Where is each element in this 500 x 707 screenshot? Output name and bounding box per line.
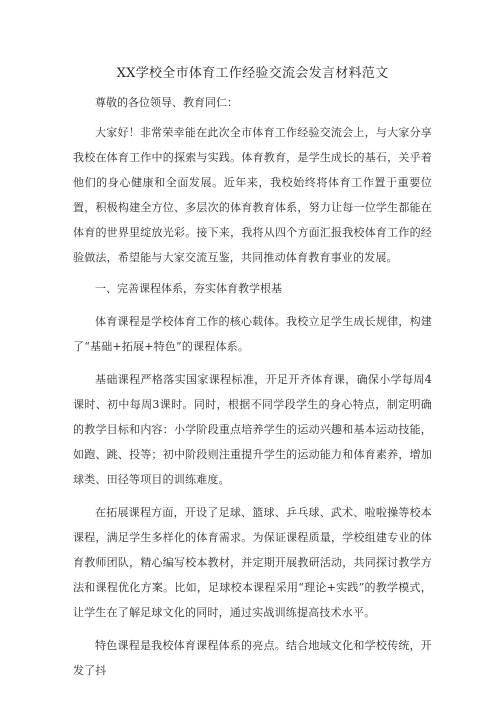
section-heading: 一、完善课程体系，夯实体育教学根基 [95,282,282,295]
body-paragraph: 基础课程严格落实国家课程标准，开足开齐体育课，确保小学每周4课时、初中每周3课时。同时，根据不同学段学生的身心特点，制定明确的教学目标和内容：小学阶段重点培养学生的运动兴趣和基本运动技能，如跑、跳、投等；初中阶段则注重提升学生的运动能力和体育素养，增加球类、田径等项目的训练难度。 [73,373,432,486]
body-paragraph: 体育课程是学校体育工作的核心载体。我校立足学生成长规律，构建了“基础+拓展+特色”的课程体系。 [73,315,432,353]
body-paragraph: 在拓展课程方面，开设了足球、篮球、乒乓球、武术、啦啦操等校本课程，满足学生多样化的体育需求。为保证课程质量，学校组建专业的体育教师团队，精心编写校本教材，并定期开展教研活动，共同探讨教学方法和课程优化方案。比如，足球校本课程采用“理论+实践”的教学模式，让学生在了解足球文化的同时，通过实战训练提高技术水平。 [73,506,432,619]
salutation: 尊敬的各位领导、教育同仁： [95,96,238,109]
intro-paragraph: 大家好！非常荣幸能在此次全市体育工作经验交流会上，与大家分享我校在体育工作中的探索与实践。体育教育，是学生成长的基石，关乎着他们的身心健康和全面发展。近年来，我校始终将体育工作置于重要位置，积极构建全方位、多层次的体育教育体系，努力让每一位学生都能在体育的世界里绽放光彩。接下来，我将从四个方面汇报我校体育工作的经验做法，希望能与大家交流互鉴，共同推动体育教育事业的发展。 [73,126,432,264]
body-paragraph: 特色课程是我校体育课程体系的亮点。结合地域文化和学校传统，开发了抖 [73,639,432,677]
document-title: XX学校全市体育工作经验交流会发言材料范文 [116,66,389,81]
